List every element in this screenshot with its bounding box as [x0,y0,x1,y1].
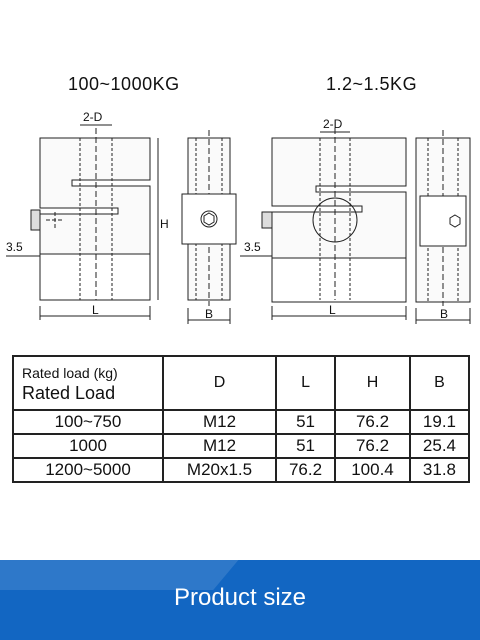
table-row [13,434,469,458]
left-s-beam-front-view [6,125,158,320]
row-d: M12 [163,410,276,434]
left-offset-label: 3.5 [6,240,23,254]
left-s-beam-side-view [182,130,236,324]
rated-load-header [13,356,163,410]
left-d-label: 2-D [83,110,103,124]
banner-title: Product size [173,584,307,611]
rated-load-header-small: Rated load (kg) [22,364,118,381]
row-h: 76.2 [335,434,410,458]
column-header-d: D [163,356,276,410]
row-load: 1200~5000 [13,458,163,482]
column-header-b: B [410,356,469,410]
left-drawing-title: 100~1000KG [68,74,180,94]
left-h-label: H [160,217,169,231]
right-d-label: 2-D [323,117,343,131]
right-s-beam-front-view [240,128,406,320]
row-l: 76.2 [276,458,335,482]
rated-load-table [12,355,470,483]
right-drawing-title: 1.2~1.5KG [326,74,418,94]
row-h: 76.2 [335,410,410,434]
right-l-label: L [329,303,336,317]
row-d: M20x1.5 [163,458,276,482]
left-l-label: L [92,303,99,317]
right-s-beam-side-view [416,130,470,324]
rated-load-header-big: Rated Load [22,382,116,403]
row-d: M12 [163,434,276,458]
row-load: 100~750 [13,410,163,434]
table-row [13,458,469,482]
row-l: 51 [276,410,335,434]
row-b: 31.8 [410,458,469,482]
table-row [13,410,469,434]
row-h: 100.4 [335,458,410,482]
row-load: 1000 [13,434,163,458]
row-b: 19.1 [410,410,469,434]
row-l: 51 [276,434,335,458]
right-offset-label: 3.5 [244,240,261,254]
column-header-h: H [335,356,410,410]
left-b-label: B [205,307,214,321]
row-b: 25.4 [410,434,469,458]
column-header-l: L [276,356,335,410]
right-b-label: B [440,307,449,321]
product-size-banner [0,560,480,640]
table-header-row [13,356,469,410]
